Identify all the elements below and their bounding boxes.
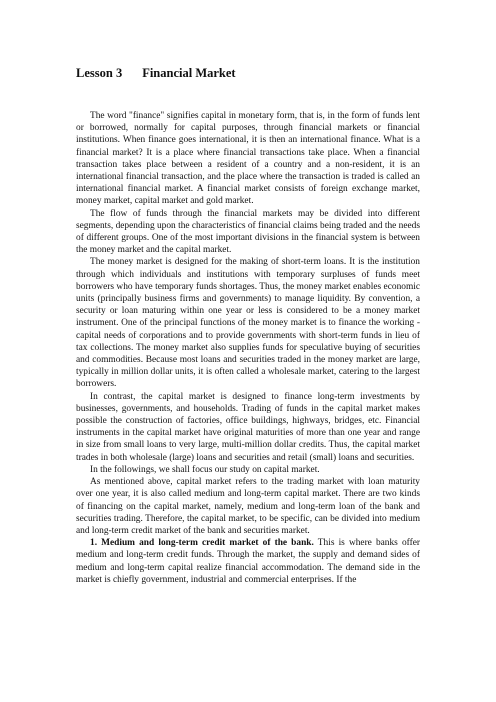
paragraph-capital-market: In contrast, the capital market is designed to finance long-term investments by businesses, governments, and households. Trading of funds in the capital market makes possible the construction of factories, office buildings, highways, bridges, etc. Financial instruments in the capital market have original maturities of more than one year and range in size from small loans to very large, multi-million dollar credits. Thus, the capital market trades in both wholesale (large) loans and securities and retail (small) loans and securities.	[76, 391, 420, 463]
paragraph-intro: The word "finance" signifies capital in monetary form, that is, in the form of funds lent or borrowed, normally for capital purposes, through financial markets or financial institutions. When finance goes international, it is then an international finance. What is a financial market? It is a place where financial transactions take place. When a financial transaction takes place between a resident of a country and a non-resident, it is an international financial transaction, and the place where the transaction is traded is called an international financial market. A financial market consists of foreign exchange market, money market, capital market and gold market.	[76, 111, 420, 207]
lesson-number: Lesson 3	[76, 66, 123, 80]
section-heading-credit-market: 1. Medium and long-term credit market of the bank.	[90, 538, 314, 549]
credit-market-text: This is where banks offer medium and long-term credit funds. Through the market, the supply and demand sides of medium and long-term capital realize financial accommodation. The demand side in the market is chiefly government, industrial and commercial enterprises. If the	[76, 538, 420, 585]
paragraph-capital-market-definition: As mentioned above, capital market refers to the trading market with loan maturity over one year, it is also called medium and long-term capital market. There are two kinds of financing on the capital market, namely, medium and long-term loan of the bank and securities trading. Therefore, the capital market, to be specific, can be divided into medium and long-term credit market of the bank and securities market.	[76, 477, 420, 536]
paragraph-money-market: The money market is designed for the making of short-term loans. It is the institution through which individuals and institutions with temporary surpluses of funds meet borrowers who have temporary funds shortages. Thus, the money market enables economic units (principally business firms and governments) to manage liquidity. By convention, a security or loan maturing within one year or less is considered to be a money market instrument. One of the principal functions of the money market is to finance the working -capital needs of corporations and to provide governments with short-term funds in lieu of tax collections. The money market also supplies funds for speculative buying of securities and commodities. Because most loans and securities traded in the money market are large, typically in million dollar units, it is often called a wholesale market, catering to the largest borrowers.	[76, 257, 420, 390]
body-text	[76, 110, 420, 586]
paragraph-flow-of-funds: The flow of funds through the financial markets may be divided into different segments, depending upon the characteristics of financial claims being traded and the needs of different groups. One of the most important divisions in the financial system is between the money market and the capital market.	[76, 208, 420, 256]
paragraph-focus: In the followings, we shall focus our study on capital market.	[90, 464, 320, 475]
paragraph-credit-market	[76, 537, 420, 586]
lesson-heading: Financial Market	[142, 66, 236, 80]
lesson-title	[76, 66, 236, 81]
